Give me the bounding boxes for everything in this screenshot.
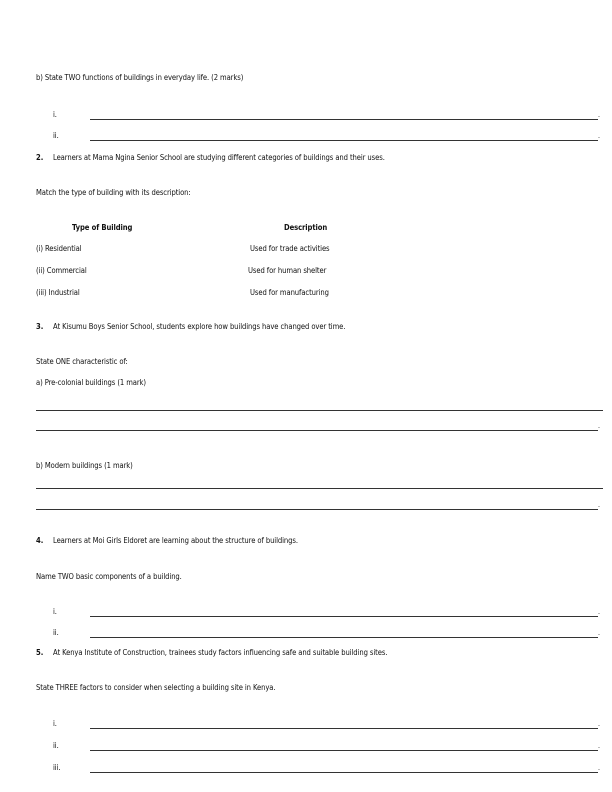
q3a-answer-line-2[interactable] xyxy=(36,430,598,431)
q4-answer-line-2[interactable] xyxy=(90,637,598,638)
line-end-dot: . xyxy=(598,111,600,119)
q5-answer-line-3[interactable] xyxy=(90,772,598,773)
q2-col-type-header: Type of Building xyxy=(72,223,133,232)
line-end-dot: . xyxy=(598,422,600,430)
q1b-item-1-label: i. xyxy=(53,110,57,119)
line-end-dot: . xyxy=(598,742,600,750)
q5-instruction: State THREE factors to consider when selecting a building site in Kenya. xyxy=(36,683,276,692)
q2-text: Learners at Mama Ngina Senior School are studying different categories of buildings and their uses. xyxy=(53,153,385,162)
q2-row-3-type: (iii) Industrial xyxy=(36,288,80,297)
line-end-dot: . xyxy=(598,764,600,772)
q5-answer-line-1[interactable] xyxy=(90,728,598,729)
line-end-dot: . xyxy=(598,132,600,140)
q5-number: 5. xyxy=(36,648,44,657)
q2-instruction: Match the type of building with its description: xyxy=(36,188,191,197)
q3b-answer-line-1[interactable] xyxy=(36,488,603,489)
q5-item-1-label: i. xyxy=(53,719,57,728)
q1b-prompt: b) State TWO functions of buildings in everyday life. (2 marks) xyxy=(36,73,244,82)
q3-text: At Kisumu Boys Senior School, students explore how buildings have changed over time. xyxy=(53,322,346,331)
q4-item-1-label: i. xyxy=(53,607,57,616)
line-end-dot: . xyxy=(598,720,600,728)
q3-part-a: a) Pre-colonial buildings (1 mark) xyxy=(36,378,146,387)
q4-instruction: Name TWO basic components of a building. xyxy=(36,572,182,581)
q3-instruction: State ONE characteristic of: xyxy=(36,357,128,366)
q1b-item-2-label: ii. xyxy=(53,131,59,140)
q2-row-2-desc: Used for human shelter xyxy=(248,266,327,275)
q2-row-2-type: (ii) Commercial xyxy=(36,266,87,275)
q5-answer-line-2[interactable] xyxy=(90,750,598,751)
q2-col-desc-header: Description xyxy=(284,223,328,232)
line-end-dot: . xyxy=(598,629,600,637)
q2-row-1-type: (i) Residential xyxy=(36,244,82,253)
q5-item-2-label: ii. xyxy=(53,741,59,750)
q2-number: 2. xyxy=(36,153,44,162)
q1b-answer-line-1[interactable] xyxy=(90,119,598,120)
q3b-answer-line-2[interactable] xyxy=(36,509,598,510)
q3-number: 3. xyxy=(36,322,44,331)
q5-text: At Kenya Institute of Construction, trainees study factors influencing safe and suitable building sites. xyxy=(53,648,388,657)
q5-item-3-label: iii. xyxy=(53,763,61,772)
q3-part-b: b) Modern buildings (1 mark) xyxy=(36,461,133,470)
q2-row-1-desc: Used for trade activities xyxy=(250,244,330,253)
q3a-answer-line-1[interactable] xyxy=(36,410,603,411)
q4-number: 4. xyxy=(36,536,44,545)
q4-answer-line-1[interactable] xyxy=(90,616,598,617)
line-end-dot: . xyxy=(598,501,600,509)
q4-item-2-label: ii. xyxy=(53,628,59,637)
q2-row-3-desc: Used for manufacturing xyxy=(250,288,329,297)
q4-text: Learners at Moi Girls Eldoret are learning about the structure of buildings. xyxy=(53,536,298,545)
line-end-dot: . xyxy=(598,608,600,616)
q1b-answer-line-2[interactable] xyxy=(90,140,598,141)
